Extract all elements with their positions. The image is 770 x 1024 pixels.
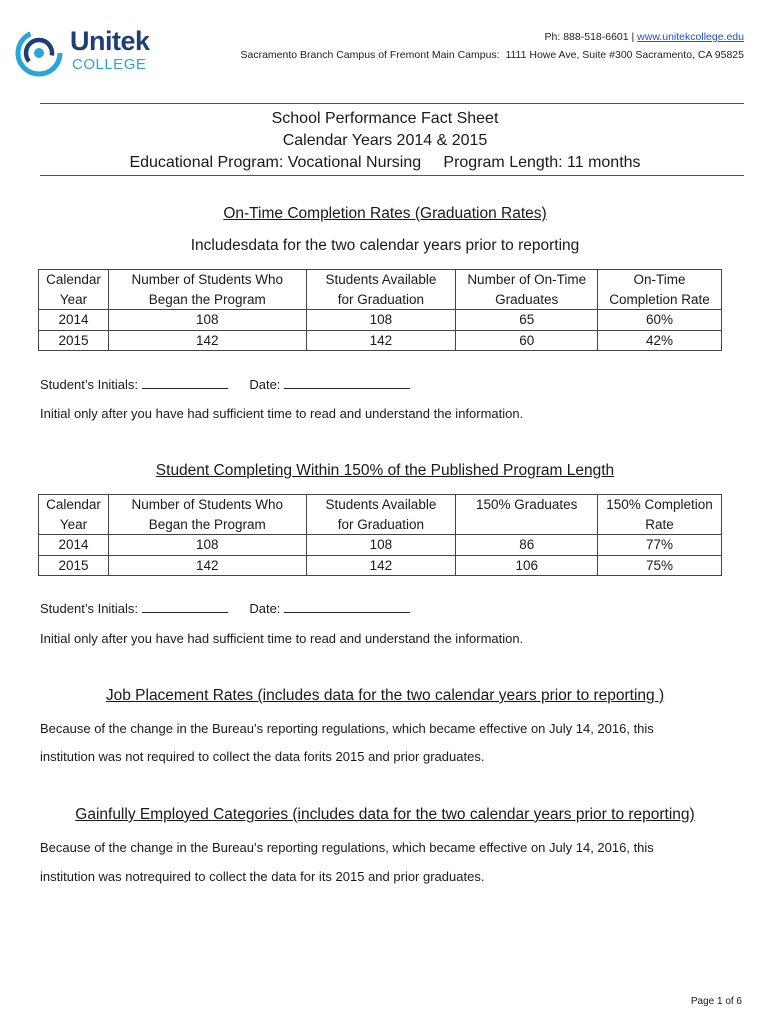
date-input[interactable] [284,601,410,613]
within150-heading: Student Completing Within 150% of the Published Program Length [155,462,615,479]
table-row [39,330,722,351]
title-line1: School Performance Fact Sheet [271,110,499,127]
table-row [39,310,722,331]
program-name: Educational Program: Vocational Nursing [129,154,422,171]
initials-row-1 [40,377,410,392]
table-cell: 2015 [39,555,109,576]
table-cell: 2015 [39,330,109,351]
program-line [0,152,770,174]
initials-row-2 [40,601,410,616]
job-heading: Job Placement Rates (includes data for the two calendar years prior to reporting ) [105,687,665,704]
table-cell: 108 [306,310,456,331]
initials-input[interactable] [142,377,228,389]
table-cell: 142 [306,555,456,576]
table-cell: 75% [598,555,722,576]
table-cell: 60% [598,310,722,331]
table-cell: 2014 [39,310,109,331]
job-text-line1: Because of the change in the Bureau’s reporting regulations, which became effective on July 14, 2016, this [40,721,654,736]
table-row [39,535,722,556]
table-cell: 60 [456,330,598,351]
page-number: Page 1 of 6 [690,996,742,1007]
title-divider [40,175,744,176]
within150-table [38,494,722,576]
top-divider [40,103,744,104]
table-row [39,270,722,310]
logo-wordmark: Unitek [70,26,150,56]
table-cell: 108 [108,310,306,331]
ontime-subheading: Includesdata for the two calendar years prior to reporting [190,237,580,254]
table-cell: 2014 [39,535,109,556]
header-cell: Number of Students Who Began the Program [108,495,306,535]
table-cell: 108 [306,535,456,556]
header-cell: Calendar Year [39,495,109,535]
gainful-text-line2: institution was notrequired to collect the data for its 2015 and prior graduates. [40,869,485,884]
header-cell: Number of Students Who Began the Program [108,270,306,310]
table-cell: 108 [108,535,306,556]
header-cell: Students Available for Graduation [306,495,456,535]
ontime-heading: On-Time Completion Rates (Graduation Rates) [223,205,547,222]
initials-label: Student’s Initials: [40,601,139,616]
campus-label: Sacramento Branch Campus of Fremont Main Campus: [240,49,500,61]
date-label: Date: [249,377,281,392]
unitek-swirl-icon [14,28,64,78]
header-cell: Calendar Year [39,270,109,310]
table-cell: 42% [598,330,722,351]
ontime-table [38,269,722,351]
initials-label: Student’s Initials: [40,377,139,392]
website-link[interactable]: www.unitekcollege.edu [637,31,744,43]
gainful-text-line1: Because of the change in the Bureau’s reporting regulations, which became effective on July 14, 2016, this [40,840,654,855]
initials-input[interactable] [142,601,228,613]
unitek-logo [14,26,164,76]
date-input[interactable] [284,377,410,389]
logo-subtitle: COLLEGE [72,56,147,73]
title-line2: Calendar Years 2014 & 2015 [282,132,488,149]
table-cell: 142 [108,555,306,576]
phone-line [240,28,744,46]
program-length: Program Length: 11 months [443,154,641,171]
gainful-heading: Gainfully Employed Categories (includes data for the two calendar years prior to reporting) [75,806,695,823]
job-text-line2: institution was not required to collect the data forits 2015 and prior graduates. [40,749,485,764]
header-cell: Students Available for Graduation [306,270,456,310]
initials-note-2: Initial only after you have had sufficient time to read and understand the information. [40,631,524,646]
campus-address: 1111 Howe Ave, Suite #300 Sacramento, CA 95825 [505,49,744,61]
page-title [0,108,770,174]
table-cell: 106 [456,555,598,576]
table-cell: 86 [456,535,598,556]
table-cell: 65 [456,310,598,331]
phone-number: Ph: 888-518-6601 | [544,31,635,43]
header-cell: 150% Completion Rate [598,495,722,535]
address-line [240,46,744,64]
initials-note-1: Initial only after you have had sufficient time to read and understand the information. [40,406,524,421]
header-cell: 150% Graduates [456,495,598,535]
header-cell: Number of On-Time Graduates [456,270,598,310]
table-row [39,555,722,576]
table-row [39,495,722,535]
table-cell: 142 [108,330,306,351]
table-cell: 142 [306,330,456,351]
header-cell: On-Time Completion Rate [598,270,722,310]
table-cell: 77% [598,535,722,556]
contact-block [240,28,744,64]
date-label: Date: [249,601,281,616]
